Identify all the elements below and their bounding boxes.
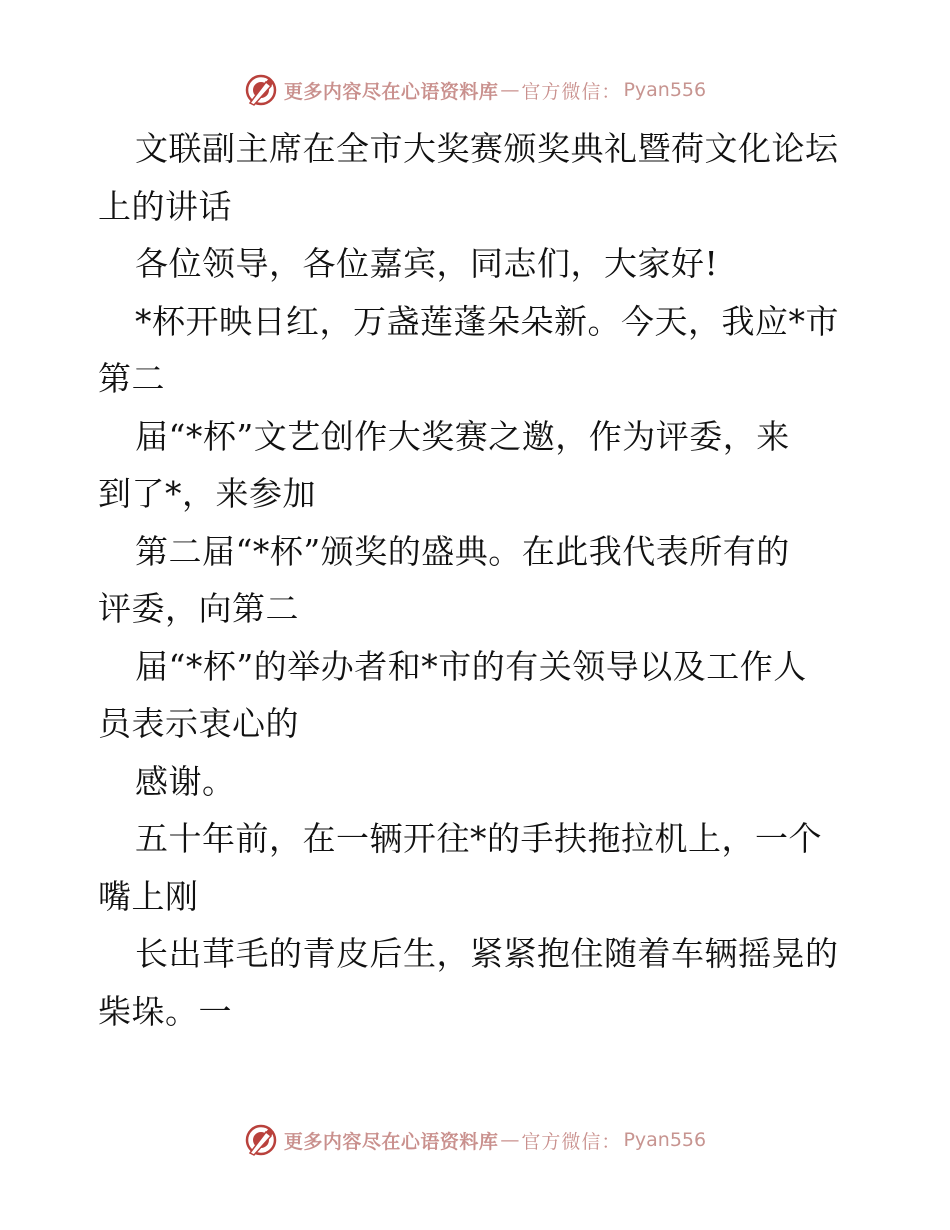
pen-logo-icon xyxy=(244,1123,278,1157)
watermark-dash: — xyxy=(500,1129,520,1151)
text-line: 文联副主席在全市大奖赛颁奖典礼暨荷文化论坛 xyxy=(135,129,839,168)
watermark-label: 官方微信： xyxy=(521,1130,622,1153)
text-line: 长出茸毛的青皮后生，紧紧抱住随着车辆摇晃的 xyxy=(135,934,839,973)
text-line: *杯开映日红，万盏莲蓬朵朵新。今天，我应*市 xyxy=(135,301,839,341)
text-line: 各位领导，各位嘉宾，同志们，大家好! xyxy=(135,244,719,283)
pen-logo-icon xyxy=(244,73,278,107)
text-line: 评委，向第二 xyxy=(98,589,299,628)
text-line: 届“*杯”文艺创作大奖赛之邀，作为评委，来 xyxy=(135,416,790,456)
text-line: 届“*杯”的举办者和*市的有关领导以及工作人 xyxy=(135,646,807,686)
text-line: 第二 xyxy=(98,359,165,398)
watermark-label: 官方微信： xyxy=(521,80,622,103)
watermark-site: 更多内容尽在心语资料库 xyxy=(283,1130,499,1153)
footer-watermark xyxy=(0,1120,950,1160)
text-line: 第二届“*杯”颁奖的盛典。在此我代表所有的 xyxy=(135,531,790,571)
text-line: 柴垛。一 xyxy=(98,991,232,1031)
text-line: 上的讲话 xyxy=(98,186,232,226)
watermark-site: 更多内容尽在心语资料库 xyxy=(283,80,499,103)
watermark-handle: Pyan556 xyxy=(623,1129,707,1151)
watermark-handle: Pyan556 xyxy=(623,79,707,101)
text-line: 感谢。 xyxy=(135,761,236,801)
watermark-dash: — xyxy=(500,79,520,101)
text-line: 五十年前，在一辆开往*的手扶拖拉机上，一个 xyxy=(135,819,822,858)
text-line: 嘴上刚 xyxy=(98,876,199,916)
text-line: 到了*，来参加 xyxy=(98,474,316,513)
text-line: 员表示衷心的 xyxy=(98,704,299,743)
header-watermark xyxy=(0,70,950,110)
document-body xyxy=(98,120,858,1040)
